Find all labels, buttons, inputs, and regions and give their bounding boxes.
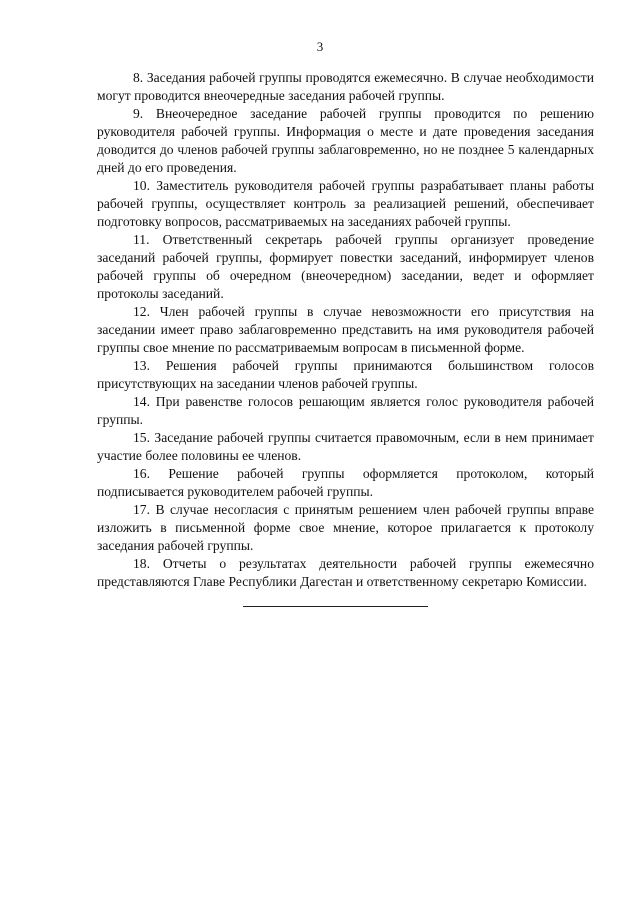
paragraph-14: 14. При равенстве голосов решающим является голос руководителя рабочей группы. (97, 394, 594, 427)
paragraph-18: 18. Отчеты о результатах деятельности рабочей группы ежемесячно представляются Главе Республики Дагестан и ответственному секретарю Комиссии. (97, 556, 594, 589)
paragraph-9: 9. Внеочередное заседание рабочей группы проводится по решению руководителя рабочей группы. Информация о месте и дате проведения заседания доводится до членов рабочей группы заблаговременно, но не позднее 5 календарных дней до его проведения. (97, 106, 594, 175)
paragraph-13: 13. Решения рабочей группы принимаются большинством голосов присутствующих на заседании членов рабочей группы. (97, 358, 594, 391)
paragraph-17: 17. В случае несогласия с принятым решением член рабочей группы вправе изложить в письменной форме свое мнение, которое прилагается к протоколу заседания рабочей группы. (97, 502, 594, 553)
paragraph-16: 16. Решение рабочей группы оформляется протоколом, который подписывается руководителем рабочей группы. (97, 466, 594, 499)
paragraph-11: 11. Ответственный секретарь рабочей группы организует проведение заседаний рабочей группы, формирует повестки заседаний, информирует членов рабочей группы об очередном (внеочередном) заседании, ведет и оформляет протоколы заседаний. (97, 232, 594, 301)
document-body (97, 69, 594, 607)
paragraph-12: 12. Член рабочей группы в случае невозможности его присутствия на заседании имеет право заблаговременно представить на имя руководителя рабочей группы свое мнение по рассматриваемым вопросам в письменной форме. (97, 304, 594, 355)
paragraph-8: 8. Заседания рабочей группы проводятся ежемесячно. В случае необходимости могут проводится внеочередные заседания рабочей группы. (97, 70, 594, 103)
paragraph-10: 10. Заместитель руководителя рабочей группы разрабатывает планы работы рабочей группы, осуществляет контроль за реализацией решений, обеспечивает подготовку вопросов, рассматриваемых на заседаниях рабочей группы. (97, 178, 594, 229)
end-of-text-divider (243, 606, 428, 607)
paragraph-15: 15. Заседание рабочей группы считается правомочным, если в нем принимает участие более половины ее членов. (97, 430, 594, 463)
page-number: 3 (316, 39, 324, 54)
